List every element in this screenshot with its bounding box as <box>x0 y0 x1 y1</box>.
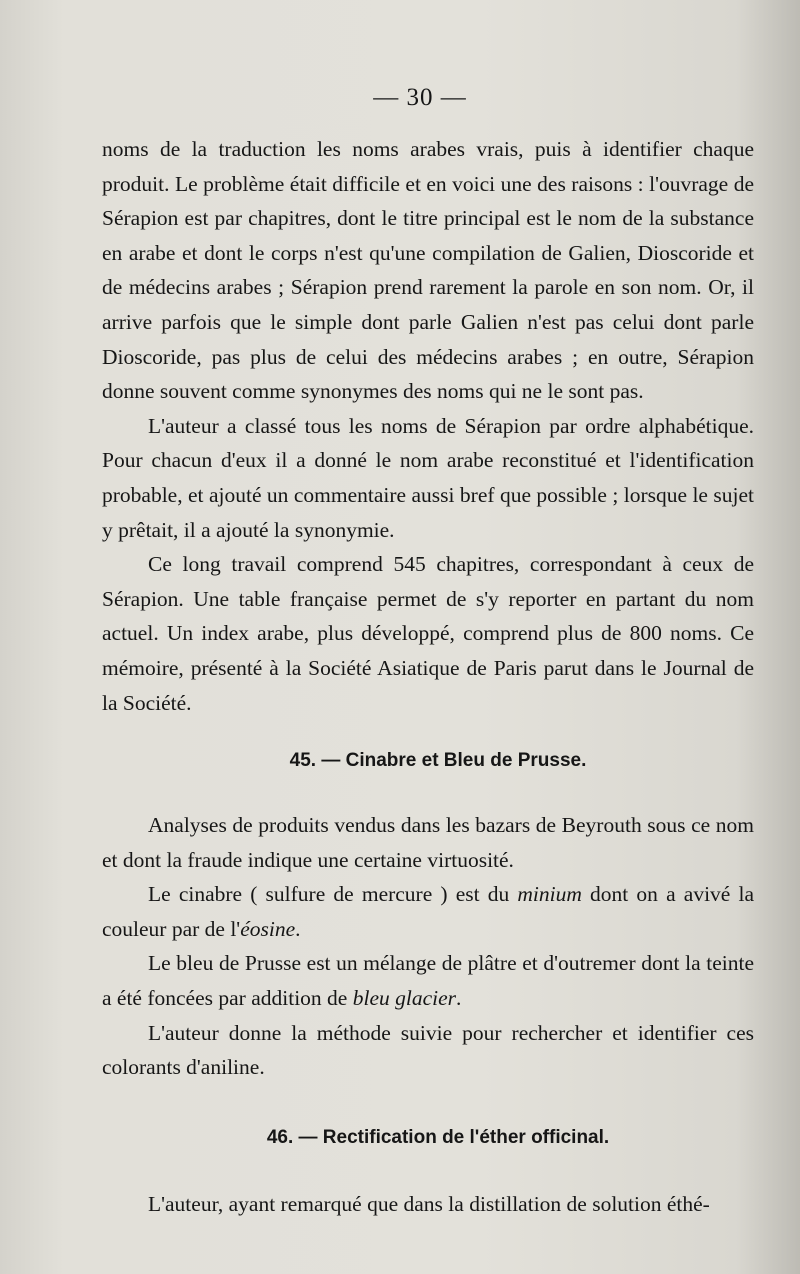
italic-term-minium: minium <box>517 882 582 907</box>
section-45-paragraph-4: L'auteur donne la méthode suivie pour rechercher et identifier ces colorants d'aniline. <box>102 1020 754 1080</box>
paragraph-intro-continued: noms de la traduction les noms arabes vrais, puis à identifier chaque produit. Le problème était difficile et en voici une des raisons : l'ouvrage de Sérapion est par chapitres, dont le titre principal est le nom de la substance en arabe et dont le corps n'est qu'une compilation de Galien, Dioscoride et de médecins arabes ; Sérapion prend rarement la parole en son nom. Or, il arrive parfois que le simple dont parle Galien n'est pas celui dont parle Dioscoride, pas plus de celui des médecins arabes ; en outre, Sérapion donne souvent comme synonymes des noms qui ne le sont pas. <box>102 137 754 404</box>
page-number: — 30 — <box>373 84 467 111</box>
section-45-paragraph-2 <box>102 877 754 946</box>
paragraph-chapters: Ce long travail comprend 545 chapitres, correspondant à ceux de Sérapion. Une table française permet de s'y reporter en partant du nom actuel. Un index arabe, plus développé, comprend plus de 800 noms. Ce mémoire, présenté à la Société Asiatique de Paris parut dans le Journal de la Société. <box>102 552 754 715</box>
italic-term-eosine: éosine <box>240 916 296 941</box>
section-45-paragraph-1: Analyses de produits vendus dans les bazars de Beyrouth sous ce nom et dont la fraude indique une certaine virtuosité. <box>102 813 754 872</box>
section-45-paragraph-3 <box>102 946 754 1015</box>
text-run: Le cinabre ( sulfure de mercure ) est du <box>148 882 518 907</box>
text-run: dont on a avivé la couleur par de l' <box>102 882 754 941</box>
text-run: Le bleu de Prusse est un mélange de plâtre et d'outremer dont la teinte a été foncées par addition de <box>102 951 754 1011</box>
italic-term-bleu-glacier: bleu glacier <box>352 986 457 1011</box>
paragraph-alphabetical-order: L'auteur a classé tous les noms de Sérapion par ordre alphabétique. Pour chacun d'eux il a donné le nom arabe reconstitué et l'identification probable, et ajouté un commentaire aussi bref que possible ; lorsque le sujet y prêtait, il a ajouté la synonymie. <box>102 413 754 542</box>
text-run: . <box>295 916 301 941</box>
section-45-heading: 45. — Cinabre et Bleu de Prusse. <box>289 750 587 772</box>
text-run: . <box>456 986 462 1011</box>
section-46-paragraph-1: L'auteur, ayant remarqué que dans la distillation de solution éthé- <box>148 1191 710 1216</box>
page-body <box>102 132 754 1221</box>
section-46-heading: 46. — Rectification de l'éther officinal. <box>266 1126 610 1148</box>
